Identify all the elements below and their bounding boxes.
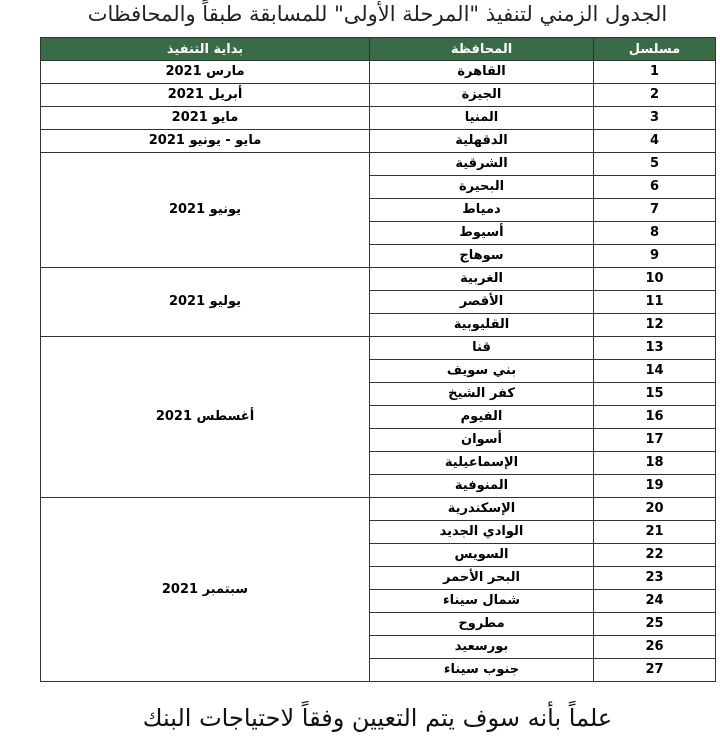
serial-cell: 22 <box>594 544 716 567</box>
serial-cell: 12 <box>594 314 716 337</box>
header-start-date: بداية التنفيذ <box>41 38 370 61</box>
start-date-cell: يوليو 2021 <box>41 268 370 337</box>
governorate-cell: القاهرة <box>370 61 594 84</box>
table-row <box>41 61 716 84</box>
serial-cell: 23 <box>594 567 716 590</box>
governorate-cell: بني سويف <box>370 360 594 383</box>
serial-cell: 26 <box>594 636 716 659</box>
serial-cell: 10 <box>594 268 716 291</box>
serial-cell: 5 <box>594 153 716 176</box>
start-date-cell: سبتمبر 2021 <box>41 498 370 682</box>
table-row <box>41 84 716 107</box>
serial-cell: 27 <box>594 659 716 682</box>
governorate-cell: مطروح <box>370 613 594 636</box>
governorate-cell: دمياط <box>370 199 594 222</box>
serial-cell: 1 <box>594 61 716 84</box>
governorate-cell: بورسعيد <box>370 636 594 659</box>
governorate-cell: كفر الشيخ <box>370 383 594 406</box>
governorate-cell: الإسماعيلية <box>370 452 594 475</box>
serial-cell: 17 <box>594 429 716 452</box>
governorate-cell: أسيوط <box>370 222 594 245</box>
serial-cell: 14 <box>594 360 716 383</box>
governorate-cell: الدقهلية <box>370 130 594 153</box>
serial-cell: 21 <box>594 521 716 544</box>
start-date-cell: أغسطس 2021 <box>41 337 370 498</box>
header-serial: مسلسل <box>594 38 716 61</box>
table-row <box>41 337 716 360</box>
header-governorate: المحافظة <box>370 38 594 61</box>
governorate-cell: سوهاج <box>370 245 594 268</box>
governorate-cell: الوادي الجديد <box>370 521 594 544</box>
serial-cell: 20 <box>594 498 716 521</box>
governorate-cell: الجيزة <box>370 84 594 107</box>
start-date-cell: مايو - يونيو 2021 <box>41 130 370 153</box>
serial-cell: 13 <box>594 337 716 360</box>
start-date-cell: أبريل 2021 <box>41 84 370 107</box>
governorate-cell: البحيرة <box>370 176 594 199</box>
start-date-cell: مارس 2021 <box>41 61 370 84</box>
table-row <box>41 153 716 176</box>
serial-cell: 18 <box>594 452 716 475</box>
serial-cell: 7 <box>594 199 716 222</box>
governorate-cell: الغربية <box>370 268 594 291</box>
serial-cell: 8 <box>594 222 716 245</box>
serial-cell: 3 <box>594 107 716 130</box>
governorate-cell: الأقصر <box>370 291 594 314</box>
schedule-table <box>40 37 716 682</box>
governorate-cell: جنوب سيناء <box>370 659 594 682</box>
serial-cell: 6 <box>594 176 716 199</box>
start-date-cell: يونيو 2021 <box>41 153 370 268</box>
serial-cell: 24 <box>594 590 716 613</box>
serial-cell: 16 <box>594 406 716 429</box>
governorate-cell: الشرقية <box>370 153 594 176</box>
start-date-cell: مايو 2021 <box>41 107 370 130</box>
table-row <box>41 107 716 130</box>
governorate-cell: المنوفية <box>370 475 594 498</box>
governorate-cell: البحر الأحمر <box>370 567 594 590</box>
governorate-cell: القليوبية <box>370 314 594 337</box>
table-row <box>41 268 716 291</box>
serial-cell: 19 <box>594 475 716 498</box>
governorate-cell: قنا <box>370 337 594 360</box>
serial-cell: 9 <box>594 245 716 268</box>
governorate-cell: شمال سيناء <box>370 590 594 613</box>
governorate-cell: المنيا <box>370 107 594 130</box>
governorate-cell: أسوان <box>370 429 594 452</box>
governorate-cell: الفيوم <box>370 406 594 429</box>
governorate-cell: السويس <box>370 544 594 567</box>
serial-cell: 11 <box>594 291 716 314</box>
serial-cell: 25 <box>594 613 716 636</box>
table-row <box>41 130 716 153</box>
serial-cell: 2 <box>594 84 716 107</box>
table-header-row <box>41 38 716 61</box>
serial-cell: 4 <box>594 130 716 153</box>
serial-cell: 15 <box>594 383 716 406</box>
governorate-cell: الإسكندرية <box>370 498 594 521</box>
table-row <box>41 498 716 521</box>
footer-note: علماً بأنه سوف يتم التعيين وفقاً لاحتياجات البنك <box>142 704 613 732</box>
page-title: الجدول الزمني لتنفيذ "المرحلة الأولى" للمسابقة طبقاً والمحافظات <box>87 2 668 26</box>
